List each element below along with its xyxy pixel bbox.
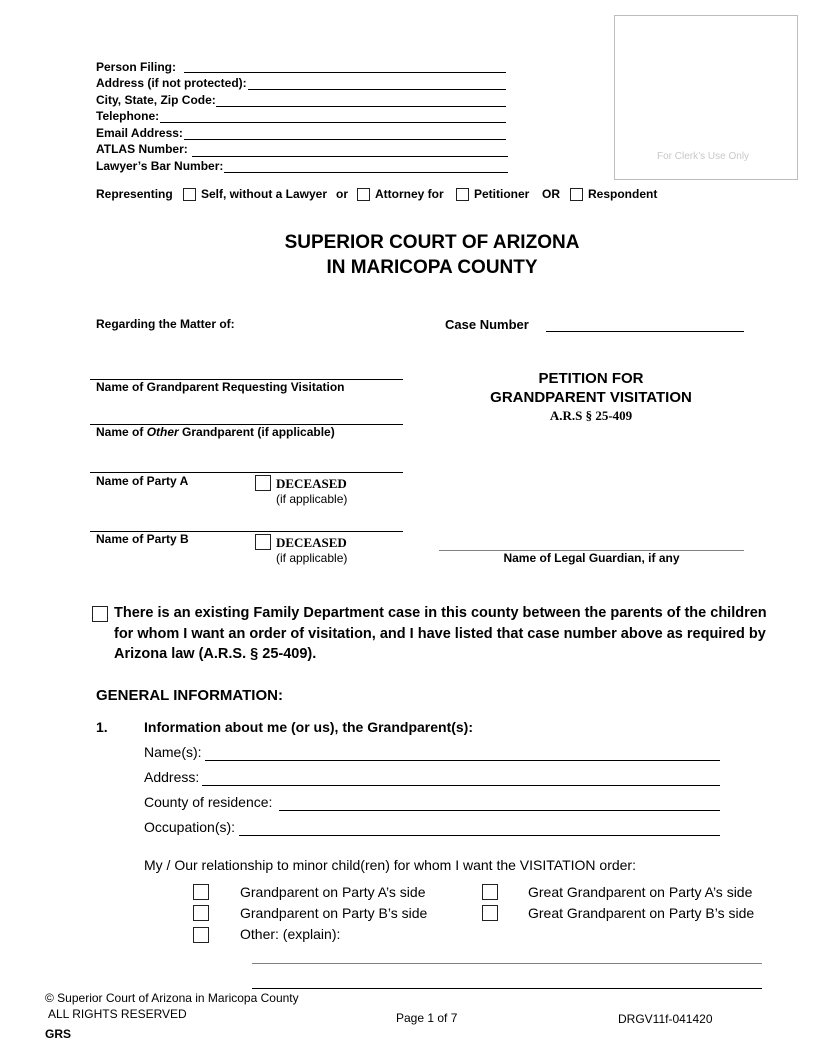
- court-county: IN MARICOPA COUNTY: [326, 257, 538, 278]
- address-field[interactable]: [248, 89, 506, 90]
- address-label-2: Address:: [144, 769, 200, 785]
- respondent-checkbox[interactable]: [570, 188, 583, 201]
- atlas-number-label: ATLAS Number:: [96, 142, 188, 156]
- ggp-party-b-checkbox[interactable]: [482, 905, 498, 921]
- clerk-use-label: For Clerk’s Use Only: [657, 151, 750, 162]
- self-label: Self, without a Lawyer: [201, 187, 328, 201]
- or-text-2: OR: [542, 187, 560, 201]
- footer-rights: ALL RIGHTS RESERVED: [48, 1007, 187, 1021]
- other-relationship-checkbox[interactable]: [193, 927, 209, 943]
- county-label: County of residence:: [144, 794, 273, 810]
- party-b-label: Name of Party B: [96, 532, 189, 546]
- telephone-field[interactable]: [160, 122, 506, 123]
- footer-copyright: © Superior Court of Arizona in Maricopa County: [45, 991, 299, 1005]
- party-a-field[interactable]: [90, 472, 403, 473]
- explain-line-2[interactable]: [252, 988, 762, 989]
- county-field[interactable]: [279, 810, 720, 811]
- party-a-label: Name of Party A: [96, 474, 189, 488]
- other-grandparent-label: Name of Other Grandparent (if applicable): [96, 425, 335, 439]
- party-a-deceased-label: DECEASED: [276, 476, 347, 491]
- party-b-if-applicable: (if applicable): [276, 551, 348, 565]
- ggp-party-a-checkbox[interactable]: [482, 884, 498, 900]
- address-field-2[interactable]: [202, 785, 720, 786]
- gp-party-b-label: Grandparent on Party B’s side: [240, 905, 428, 921]
- matter-label: Regarding the Matter of:: [96, 317, 235, 331]
- petitioner-checkbox[interactable]: [456, 188, 469, 201]
- ggp-party-b-label: Great Grandparent on Party B’s side: [528, 905, 755, 921]
- relationship-prompt: My / Our relationship to minor child(ren) for whom I want the VISITATION order:: [144, 857, 636, 873]
- bar-number-label: Lawyer’s Bar Number:: [96, 159, 224, 173]
- existing-case-line3: Arizona law (A.R.S. § 25-409).: [114, 646, 317, 662]
- existing-case-checkbox[interactable]: [92, 606, 108, 622]
- other-relationship-label: Other: (explain):: [240, 926, 341, 942]
- occupation-field[interactable]: [239, 835, 720, 836]
- attorney-label: Attorney for: [375, 187, 444, 201]
- ggp-party-a-label: Great Grandparent on Party A’s side: [528, 884, 753, 900]
- petition-title-line2: GRANDPARENT VISITATION: [490, 389, 692, 406]
- footer-code: GRS: [45, 1027, 72, 1041]
- atlas-number-field[interactable]: [192, 156, 508, 157]
- general-info-heading: GENERAL INFORMATION:: [96, 687, 283, 704]
- party-b-deceased-checkbox[interactable]: [255, 534, 271, 550]
- case-number-label: Case Number: [445, 317, 529, 332]
- petitioner-label: Petitioner: [474, 187, 530, 201]
- person-filing-label: Person Filing:: [96, 60, 177, 74]
- existing-case-line2: for whom I want an order of visitation, and I have listed that case number above as required by: [114, 626, 766, 642]
- party-b-deceased-label: DECEASED: [276, 535, 347, 550]
- page-number: Page 1 of 7: [396, 1011, 458, 1025]
- bar-number-field[interactable]: [224, 172, 508, 173]
- case-number-field[interactable]: [546, 331, 744, 332]
- explain-line-1[interactable]: [252, 963, 762, 964]
- names-field[interactable]: [205, 760, 720, 761]
- gp-party-a-checkbox[interactable]: [193, 884, 209, 900]
- address-label: Address (if not protected):: [96, 76, 247, 90]
- legal-guardian-label: Name of Legal Guardian, if any: [503, 551, 680, 565]
- existing-case-line1: There is an existing Family Department case in this county between the parents of the children: [114, 605, 767, 621]
- respondent-label: Respondent: [588, 187, 658, 201]
- grandparent-name-label: Name of Grandparent Requesting Visitation: [96, 380, 345, 394]
- petition-title-line1: PETITION FOR: [538, 370, 644, 387]
- item-number: 1.: [96, 719, 108, 735]
- court-name: SUPERIOR COURT OF ARIZONA: [284, 232, 580, 253]
- occupation-label: Occupation(s):: [144, 819, 236, 835]
- item-title: Information about me (or us), the Grandparent(s):: [144, 719, 474, 735]
- party-a-if-applicable: (if applicable): [276, 492, 348, 506]
- gp-party-a-label: Grandparent on Party A’s side: [240, 884, 426, 900]
- city-state-zip-label: City, State, Zip Code:: [96, 93, 216, 107]
- party-a-deceased-checkbox[interactable]: [255, 475, 271, 491]
- form-id: DRGV11f-041420: [618, 1012, 713, 1026]
- person-filing-field[interactable]: [184, 72, 506, 73]
- attorney-checkbox[interactable]: [357, 188, 370, 201]
- statute-citation: A.R.S § 25-409: [549, 408, 633, 423]
- self-checkbox[interactable]: [183, 188, 196, 201]
- email-field[interactable]: [184, 139, 506, 140]
- or-text: or: [336, 187, 348, 201]
- email-label: Email Address:: [96, 126, 183, 140]
- representing-label: Representing: [96, 187, 173, 201]
- city-state-zip-field[interactable]: [216, 106, 506, 107]
- names-label: Name(s):: [144, 744, 202, 760]
- gp-party-b-checkbox[interactable]: [193, 905, 209, 921]
- telephone-label: Telephone:: [96, 109, 160, 123]
